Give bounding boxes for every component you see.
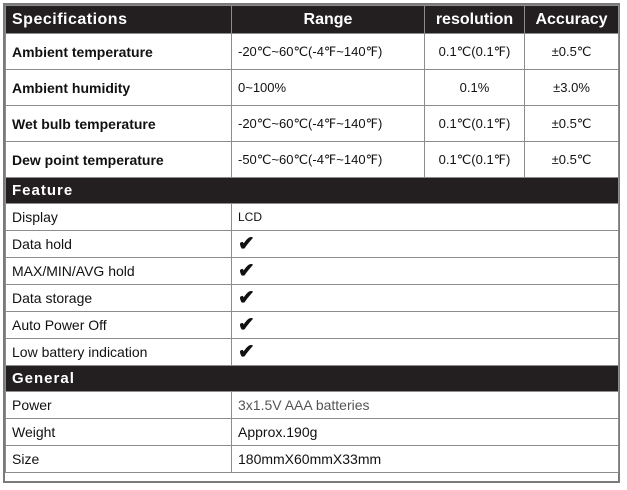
spec-resolution: 0.1℃(0.1℉) <box>425 142 525 178</box>
spec-label: Ambient temperature <box>6 34 232 70</box>
specifications-header: Specifications <box>6 6 232 34</box>
feature-row-low-battery-indication <box>6 339 619 366</box>
feature-row-max-min-avg-hold <box>6 258 619 285</box>
feature-section-header <box>6 178 619 204</box>
feature-title: Feature <box>6 178 619 204</box>
feature-row-auto-power-off <box>6 312 619 339</box>
checkmark-icon: ✔ <box>238 341 255 363</box>
feature-label: Display <box>6 204 232 231</box>
range-header: Range <box>232 6 425 34</box>
spec-resolution: 0.1% <box>425 70 525 106</box>
feature-value: LCD <box>232 204 619 231</box>
spec-range: -20℃~60℃(-4℉~140℉) <box>232 34 425 70</box>
feature-label: Auto Power Off <box>6 312 232 339</box>
checkmark-icon: ✔ <box>238 233 255 255</box>
general-label: Power <box>6 392 232 419</box>
spec-range: -50℃~60℃(-4℉~140℉) <box>232 142 425 178</box>
feature-label: MAX/MIN/AVG hold <box>6 258 232 285</box>
spec-accuracy: ±0.5℃ <box>525 34 619 70</box>
feature-row-data-storage <box>6 285 619 312</box>
general-title: General <box>6 366 619 392</box>
accuracy-header: Accuracy <box>525 6 619 34</box>
spec-header-row <box>6 6 619 34</box>
checkmark-icon: ✔ <box>238 260 255 282</box>
feature-label: Data storage <box>6 285 232 312</box>
general-section-header <box>6 366 619 392</box>
feature-label: Data hold <box>6 231 232 258</box>
checkmark-icon: ✔ <box>238 287 255 309</box>
general-value: 180mmX60mmX33mm <box>232 446 619 473</box>
spec-row-wet-bulb-temperature <box>6 106 619 142</box>
general-label: Size <box>6 446 232 473</box>
spec-row-ambient-humidity <box>6 70 619 106</box>
spec-resolution: 0.1℃(0.1℉) <box>425 106 525 142</box>
spec-accuracy: ±3.0% <box>525 70 619 106</box>
feature-label: Low battery indication <box>6 339 232 366</box>
general-row-weight <box>6 419 619 446</box>
feature-row-data-hold <box>6 231 619 258</box>
spec-label: Wet bulb temperature <box>6 106 232 142</box>
spec-resolution: 0.1℃(0.1℉) <box>425 34 525 70</box>
general-label: Weight <box>6 419 232 446</box>
spec-range: -20℃~60℃(-4℉~140℉) <box>232 106 425 142</box>
spec-accuracy: ±0.5℃ <box>525 106 619 142</box>
checkmark-icon: ✔ <box>238 314 255 336</box>
general-value: Approx.190g <box>232 419 619 446</box>
spec-accuracy: ±0.5℃ <box>525 142 619 178</box>
resolution-header: resolution <box>425 6 525 34</box>
feature-row-display <box>6 204 619 231</box>
spec-range: 0~100% <box>232 70 425 106</box>
general-value: 3x1.5V AAA batteries <box>232 392 619 419</box>
spec-row-ambient-temperature <box>6 34 619 70</box>
spec-table <box>5 5 619 473</box>
spec-label: Ambient humidity <box>6 70 232 106</box>
spec-label: Dew point temperature <box>6 142 232 178</box>
general-row-power <box>6 392 619 419</box>
spec-sheet <box>3 3 620 483</box>
general-row-size <box>6 446 619 473</box>
spec-row-dew-point-temperature <box>6 142 619 178</box>
